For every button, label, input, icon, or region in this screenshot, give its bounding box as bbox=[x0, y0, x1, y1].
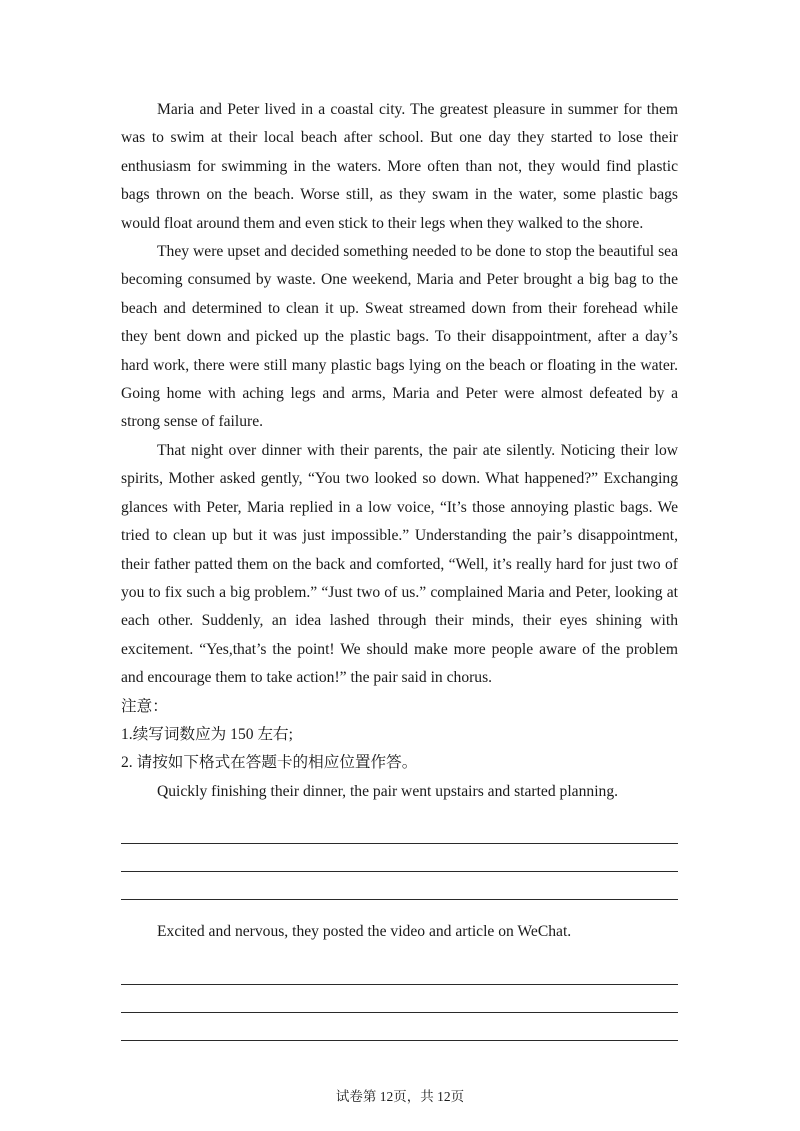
answer-line[interactable] bbox=[121, 872, 678, 900]
answer-line[interactable] bbox=[121, 844, 678, 872]
answer-lines-2 bbox=[121, 957, 678, 1041]
answer-line[interactable] bbox=[121, 985, 678, 1013]
story-paragraph-1: Maria and Peter lived in a coastal city. The greatest pleasure in summer for them was to swim at their local beach after school. But one day they started to lose their enthusiasm for swimming in the waters. More often than not, they would find plastic bags thrown on the beach. Worse still, as they swam in the water, some plastic bags would float around them and even stick to their legs when they walked to the shore. bbox=[121, 101, 678, 232]
answer-line[interactable] bbox=[121, 957, 678, 985]
document-body bbox=[121, 96, 678, 1041]
page-footer: 试卷第 12页，共 12页 bbox=[335, 1089, 465, 1104]
note-item-1: 1.续写词数应为 150 左右; bbox=[121, 725, 293, 743]
answer-line[interactable] bbox=[121, 1013, 678, 1041]
story-paragraph-2: They were upset and decided something needed to be done to stop the beautiful sea becoming consumed by waste. One weekend, Maria and Peter brought a big bag to the beach and determined to clean it up. Sweat streamed down from their forehead while they bent down and picked up the plastic bags. To their disappointment, after a day’s hard work, there were still many plastic bags lying on the beach or floating in the water. Going home with aching legs and arms, Maria and Peter were almost defeated by a strong sense of failure. bbox=[121, 243, 678, 431]
note-item-2: 2. 请按如下格式在答题卡的相应位置作答。 bbox=[121, 754, 418, 772]
continuation-prompt-1: Quickly finishing their dinner, the pair went upstairs and started planning. bbox=[157, 782, 619, 800]
answer-line[interactable] bbox=[121, 816, 678, 844]
answer-lines-1 bbox=[121, 816, 678, 900]
notes-title: 注意： bbox=[121, 697, 168, 715]
story-paragraph-3: That night over dinner with their parents, the pair ate silently. Noticing their low spirits, Mother asked gently, “You two looked so down. What happened?” Exchanging glances with Peter, Maria replied in a low voice, “It’s those annoying plastic bags. We tried to clean up but it was just impossible.” Understanding the pair’s disappointment, their father patted them on the back and comforted, “Well, it’s really hard for just two of you to fix such a big problem.” “Just two of us.” complained Maria and Peter, looking at each other. Suddenly, an idea lashed through their minds, their eyes shining with excitement. “Yes,that’s the point! We should make more people aware of the problem and encourage them to take action!” the pair said in chorus. bbox=[121, 441, 678, 687]
continuation-prompt-2: Excited and nervous, they posted the video and article on WeChat. bbox=[157, 923, 572, 941]
